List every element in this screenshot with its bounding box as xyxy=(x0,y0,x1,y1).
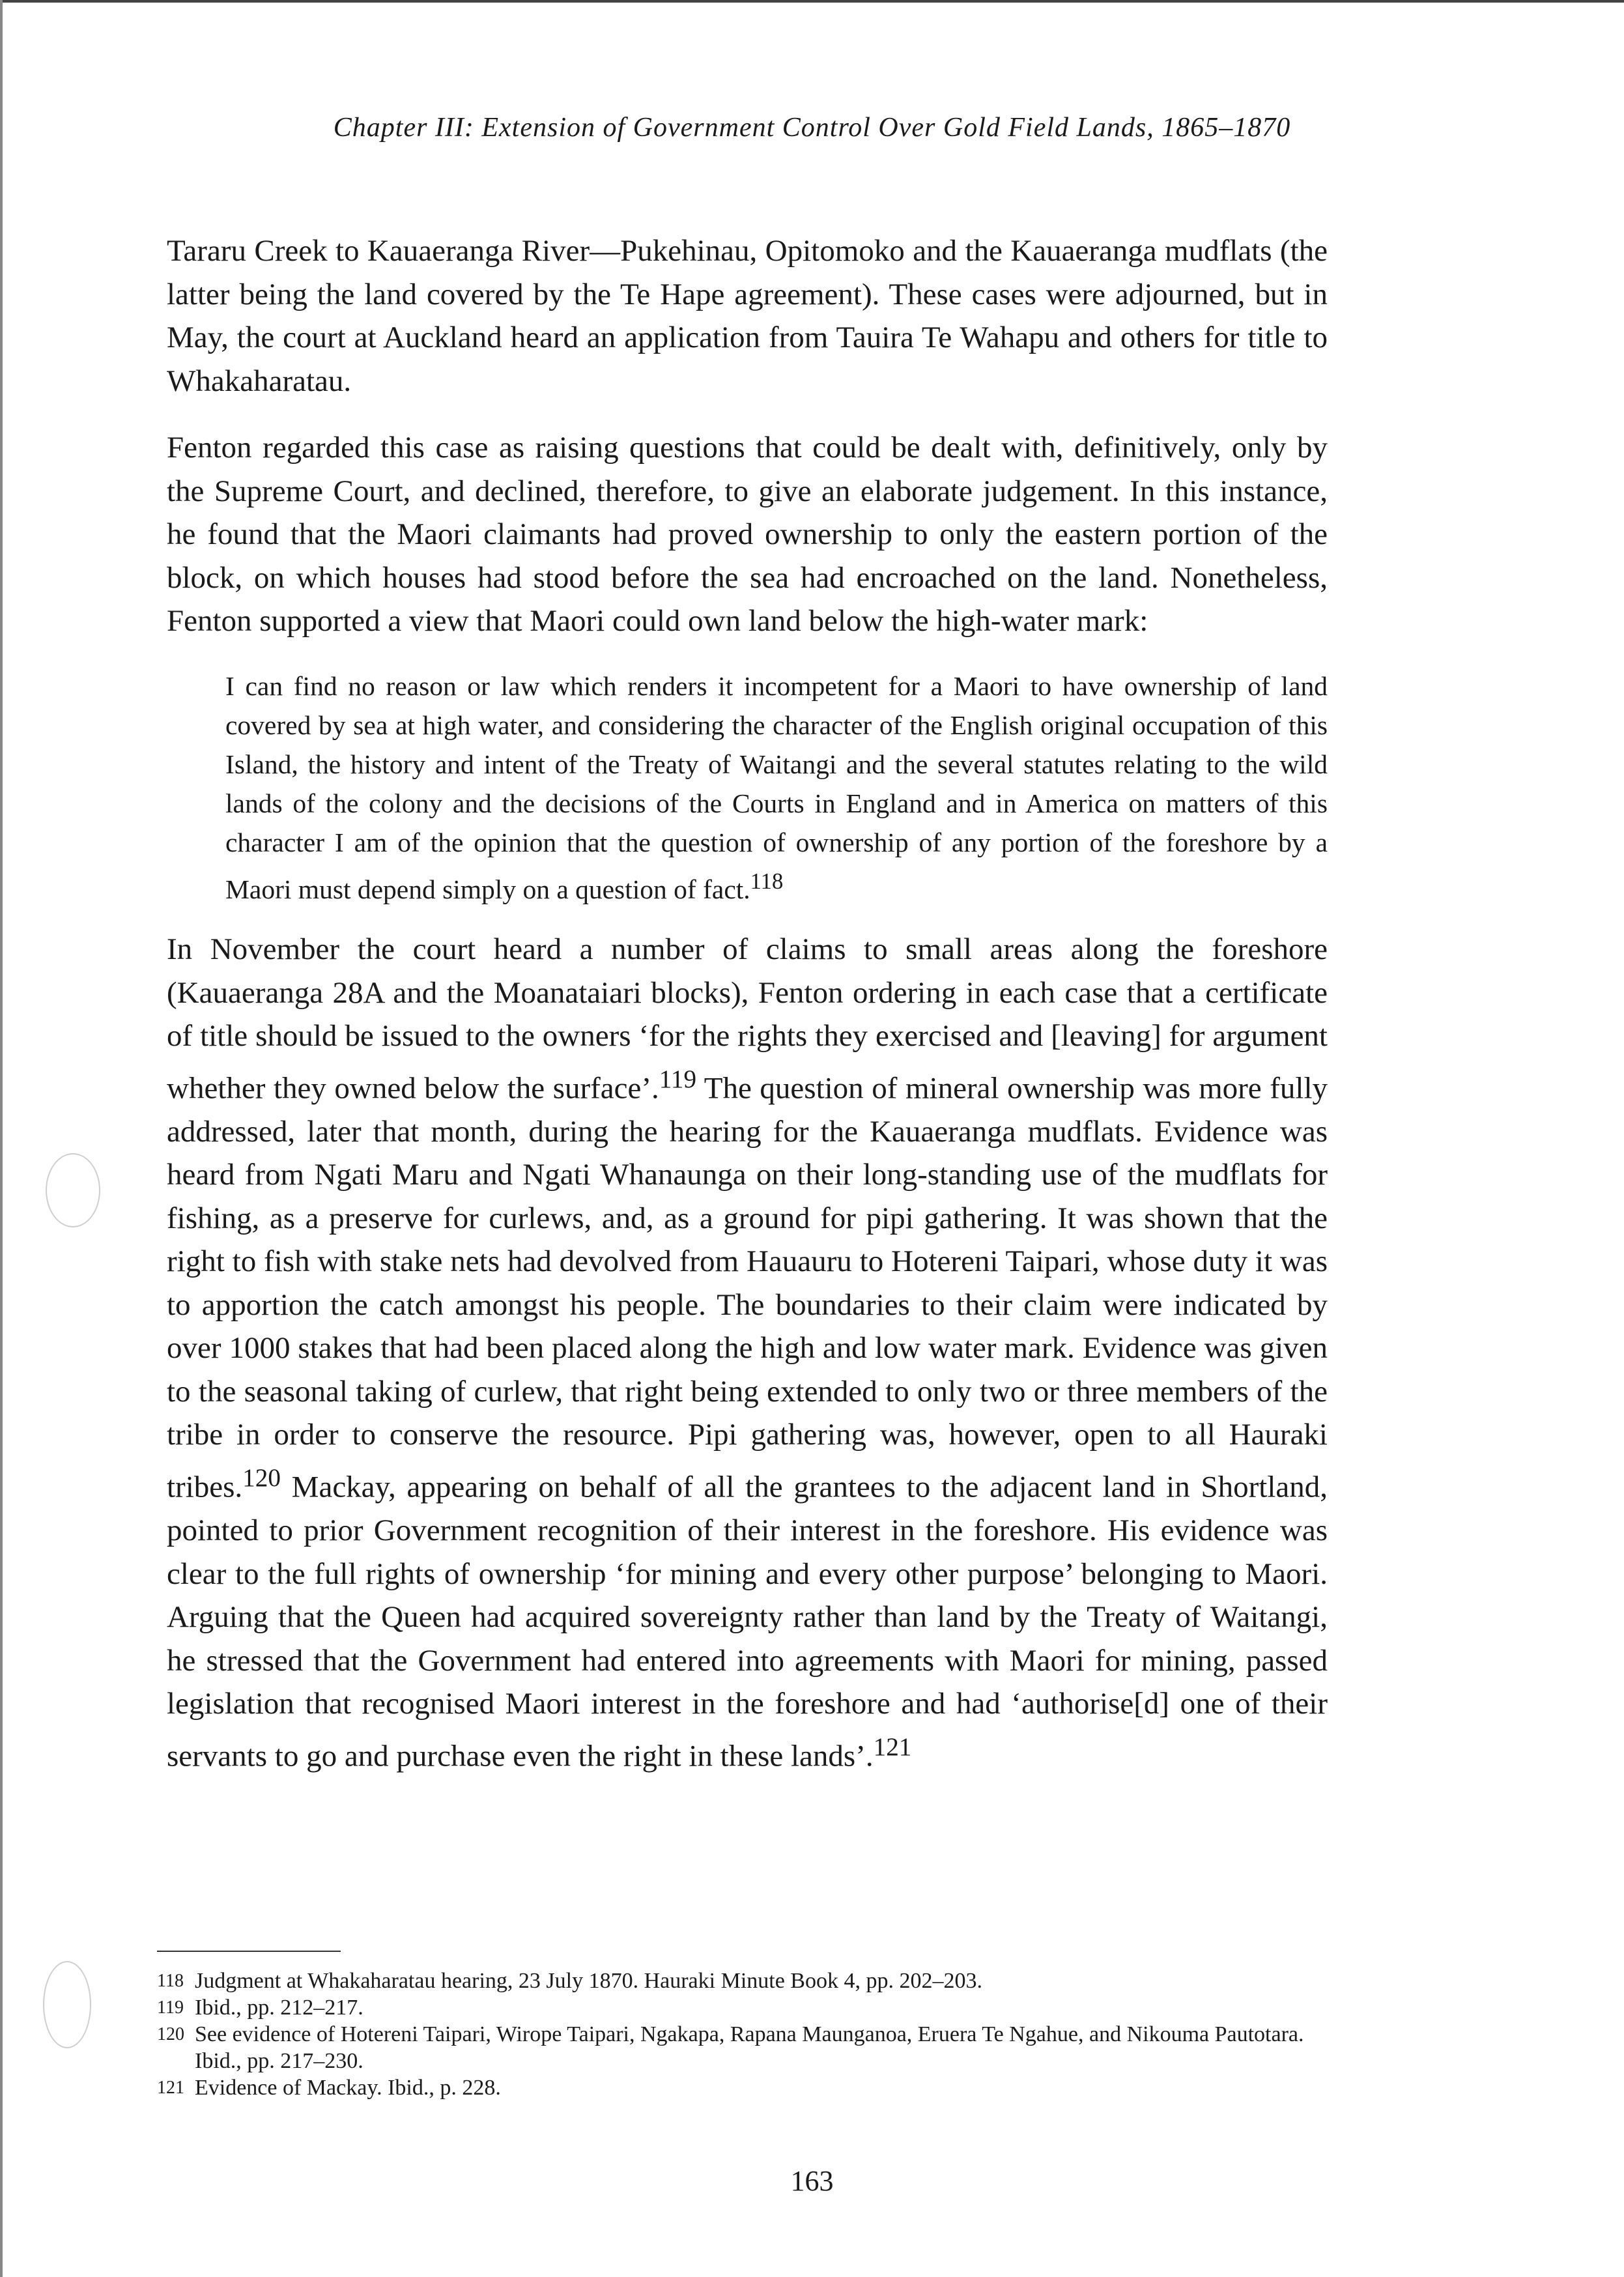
body-text xyxy=(167,229,1328,1801)
paragraph-1: Tararu Creek to Kauaeranga River—Pukehinau, Opitomoko and the Kauaeranga mudflats (the latter being the land covered by the Te Hape agreement). These cases were adjourned, but in May, the court at Auckland heard an application from Tauira Te Wahapu and others for title to Whakaharatau. xyxy=(167,234,1328,398)
paragraph-3-part-1: In November the court heard a number of claims to small areas along the foreshore (Kauaeranga 28A and the Moanataiari blocks), Fenton ordering in each case that a certificate of title should be issued to the owners ‘for the rights they exercised and [leaving] for argument whether they owned below the surface’. xyxy=(167,932,1328,1106)
footnote-number: 118 xyxy=(157,1971,184,1991)
footnote xyxy=(157,2074,1330,2101)
footnote xyxy=(157,1968,1330,1994)
footnote-divider xyxy=(157,1951,341,1952)
footnote-text: See evidence of Hotereni Taipari, Wirope Taipari, Ngakapa, Rapana Maunganoa, Eruera Te Ngahue, and Nikouma Pautotara. Ibid., pp. 217–230. xyxy=(195,2022,1304,2073)
block-quote xyxy=(225,666,1328,909)
footnotes xyxy=(157,1968,1330,2101)
footnote-ref-121: 121 xyxy=(873,1732,912,1761)
running-header: Chapter III: Extension of Government Control Over Gold Field Lands, 1865–1870 xyxy=(333,113,1291,143)
footnote-text: Ibid., pp. 212–217. xyxy=(195,1996,363,2020)
footnote xyxy=(157,2021,1330,2074)
punch-hole-mark xyxy=(46,1153,100,1227)
footnote-ref-120: 120 xyxy=(242,1463,281,1492)
page-number: 163 xyxy=(790,2165,834,2197)
footnote-text: Evidence of Mackay. Ibid., p. 228. xyxy=(195,2076,501,2100)
scan-edge-top xyxy=(0,0,1624,3)
paragraph-3 xyxy=(167,928,1328,1777)
paragraph-3-part-2: The question of mineral ownership was more fully addressed, later that month, during the hearing for the Kauaeranga mudflats. Evidence was heard from Ngati Maru and Ngati Whanaunga on their long-standing use of the mudflats for fishing, as a preserve for curlews, and, as a ground for pipi gathering. It was shown that the right to fish with stake nets had devolved from Hauauru to Hotereni Taipari, whose duty it was to apportion the catch amongst his people. The boundaries to their claim were indicated by over 1000 stakes that had been placed along the high and low water mark. Evidence was given to the seasonal taking of curlew, that right being extended to only two or three members of the tribe in order to conserve the resource. Pipi gathering was, however, open to all Hauraki tribes. xyxy=(167,1071,1328,1504)
footnote-number: 119 xyxy=(157,1998,184,2018)
footnote-number: 121 xyxy=(157,2078,184,2098)
footnote-ref-119: 119 xyxy=(659,1065,697,1093)
footnote xyxy=(157,1994,1330,2021)
paragraph-2: Fenton regarded this case as raising questions that could be dealt with, definitively, only by the Supreme Court, and declined, therefore, to give an elaborate judgement. In this instance, he found that the Maori claimants had proved ownership to only the eastern portion of the block, on which houses had stood before the sea had encroached on the land. Nonetheless, Fenton supported a view that Maori could own land below the high-water mark: xyxy=(167,431,1328,638)
footnote-ref-118: 118 xyxy=(750,868,784,894)
scan-edge-left xyxy=(0,0,3,2277)
footnote-number: 120 xyxy=(157,2024,184,2044)
paragraph-3-part-3: Mackay, appearing on behalf of all the grantees to the adjacent land in Shortland, pointed to prior Government recognition of their interest in the foreshore. His evidence was clear to the full rights of ownership ‘for mining and every other purpose’ belonging to Maori. Arguing that the Queen had acquired sovereignty rather than land by the Treaty of Waitangi, he stressed that the Government had entered into agreements with Maori for mining, passed legislation that recognised Maori interest in the foreshore and had ‘authorise[d] one of their servants to go and purchase even the right in these lands’. xyxy=(167,1470,1328,1773)
block-quote-text: I can find no reason or law which renders it incompetent for a Maori to have ownership of land covered by sea at high water, and considering the character of the English original occupation of this Island, the history and intent of the Treaty of Waitangi and the several statutes relating to the wild lands of the colony and the decisions of the Courts in England and in America on matters of this character I am of the opinion that the question of ownership of any portion of the foreshore by a Maori must depend simply on a question of fact. xyxy=(225,670,1328,904)
footnote-text: Judgment at Whakaharatau hearing, 23 July 1870. Hauraki Minute Book 4, pp. 202–203. xyxy=(195,1969,982,1993)
punch-hole-mark xyxy=(43,1961,91,2048)
